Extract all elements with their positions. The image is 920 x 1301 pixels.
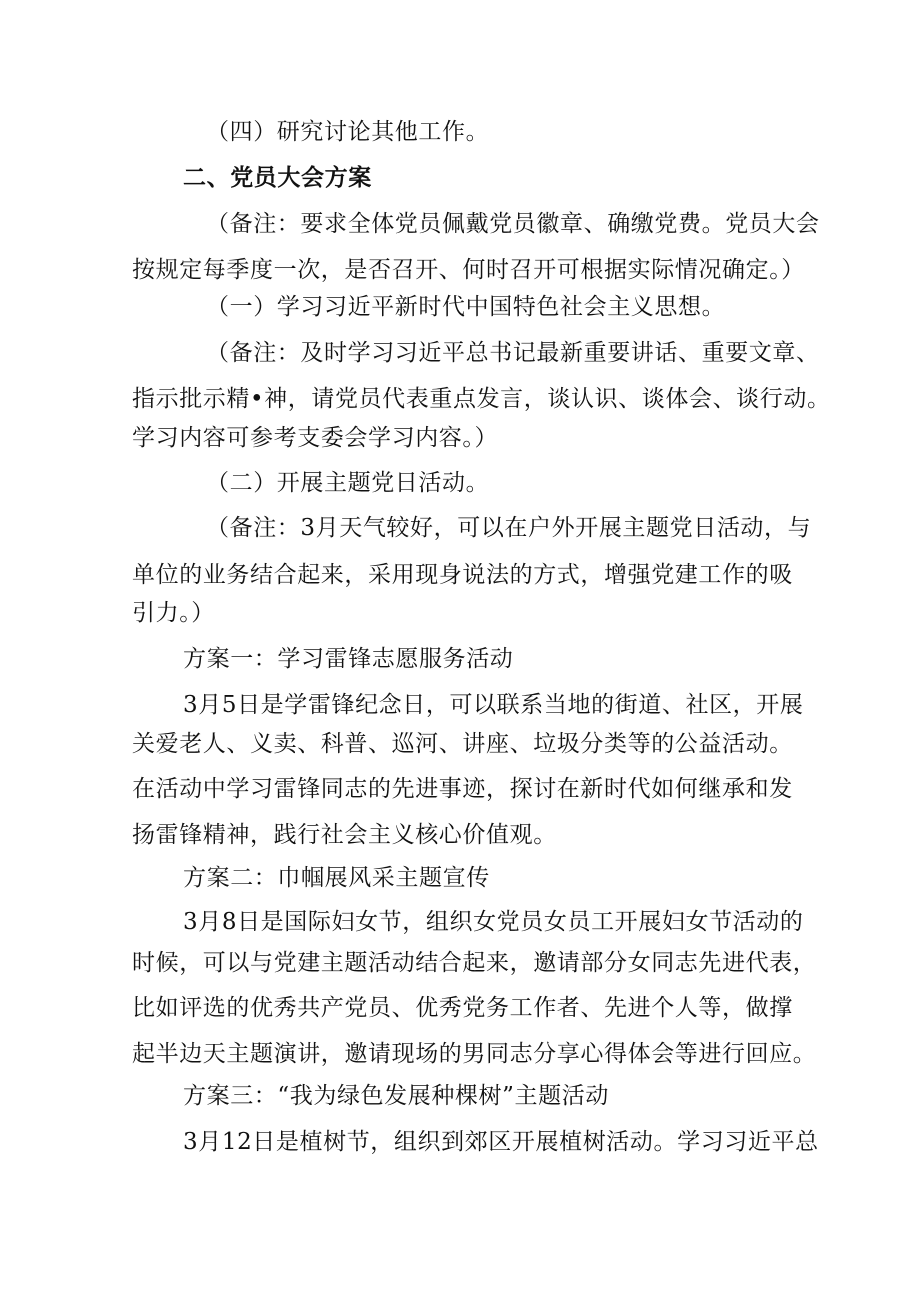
paragraph-line: 时候，可以与党建主题活动结合起来，邀请部分女同志先进代表， xyxy=(132,950,817,976)
paragraph-line: 关爱老人、义卖、科普、巡河、讲座、垃圾分类等的公益活动。 xyxy=(132,731,793,757)
paragraph-line: 引力。） xyxy=(132,600,215,626)
plan-title: 方案三：“我为绿色发展种棵树”主题活动 xyxy=(183,1083,609,1109)
paragraph-line: 3月8日是国际妇女节，组织女党员女员工开展妇女节活动的 xyxy=(183,909,804,935)
paragraph-line: （备注：及时学习习近平总书记最新重要讲话、重要文章、 xyxy=(206,340,820,366)
paragraph-line: （一）学习习近平新时代中国特色社会主义思想。 xyxy=(206,294,726,320)
paragraph-line: 扬雷锋精神，践行社会主义核心价值观。 xyxy=(132,822,557,848)
paragraph-line: 按规定每季度一次，是否召开、何时召开可根据实际情况确定。） xyxy=(132,257,805,283)
section-heading: 二、党员大会方案 xyxy=(183,165,372,191)
paragraph-line: （备注：要求全体党员佩戴党员徽章、确缴党费。党员大会 xyxy=(206,211,820,237)
paragraph-line: 起半边天主题演讲，邀请现场的男同志分享心得体会等进行回应。 xyxy=(132,1041,817,1067)
paragraph-line: 指示批示精•神，请党员代表重点发言，谈认识、谈体会、谈行动。 xyxy=(132,386,831,412)
paragraph-line: 3月5日是学雷锋纪念日，可以联系当地的街道、社区，开展 xyxy=(183,692,804,718)
plan-title: 方案二：巾帼展风采主题宣传 xyxy=(183,865,490,891)
paragraph-line: 单位的业务结合起来，采用现身说法的方式，增强党建工作的吸 xyxy=(132,562,793,588)
paragraph-line: （二）开展主题党日活动。 xyxy=(206,470,490,496)
paragraph-line: 在活动中学习雷锋同志的先进事迹，探讨在新时代如何继承和发 xyxy=(132,776,793,802)
paragraph-line: 学习内容可参考支委会学习内容。） xyxy=(132,425,499,451)
paragraph-line: （四）研究讨论其他工作。 xyxy=(206,119,490,145)
paragraph-line: 比如评选的优秀共产党员、优秀党务工作者、先进个人等，做撑 xyxy=(132,995,793,1021)
plan-title: 方案一：学习雷锋志愿服务活动 xyxy=(183,646,514,672)
paragraph-line: （备注：3月天气较好，可以在户外开展主题党日活动，与 xyxy=(206,515,812,541)
paragraph-line: 3月12日是植树节，组织到郊区开展植树活动。学习习近平总 xyxy=(183,1129,819,1155)
